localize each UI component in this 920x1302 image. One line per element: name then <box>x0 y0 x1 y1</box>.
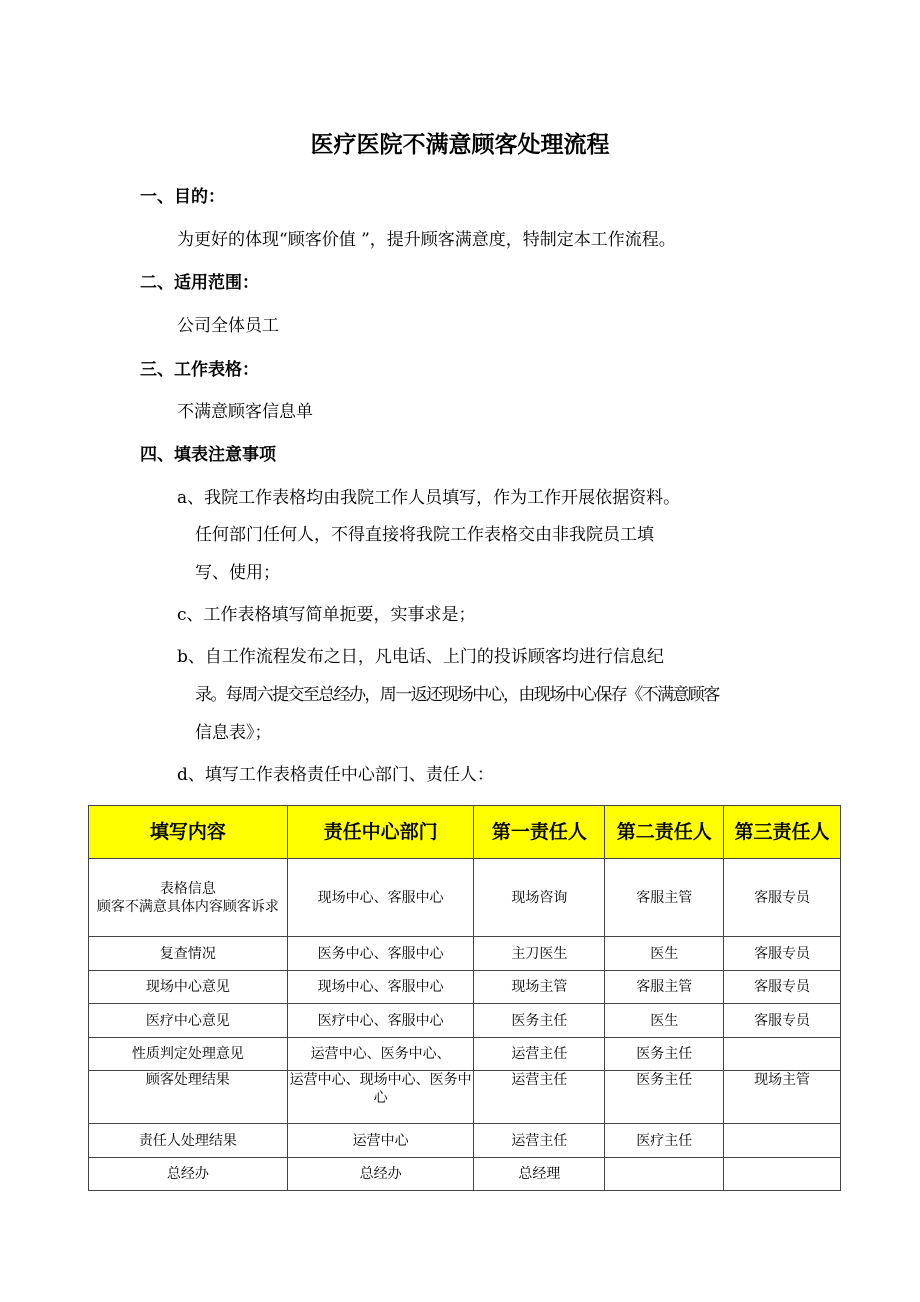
note-line: 任何部门任何人，不得直接将我院工作表格交由非我院员工填 <box>195 525 654 545</box>
column-header: 第三责任人 <box>724 806 841 859</box>
table-cell: 医务主任 <box>605 1071 724 1124</box>
table-cell <box>724 1038 841 1071</box>
section-heading-notes: 四、填表注意事项 <box>140 445 276 465</box>
table-header-row <box>89 806 841 859</box>
section-text: 不满意顾客信息单 <box>177 402 313 422</box>
table-row <box>89 1124 841 1158</box>
table-cell: 运营主任 <box>474 1124 605 1158</box>
page-title: 医疗医院不满意顾客处理流程 <box>310 131 610 158</box>
section-heading-forms: 三、工作表格： <box>140 360 259 380</box>
table-cell: 现场中心、客服中心 <box>287 971 474 1004</box>
table-cell: 医务主任 <box>605 1038 724 1071</box>
note-line: a、我院工作表格均由我院工作人员填写，作为工作开展依据资料。 <box>177 488 681 508</box>
section-text: 公司全体员工 <box>177 316 279 336</box>
table-cell: 责任人处理结果 <box>89 1124 288 1158</box>
table-cell: 现场中心、客服中心 <box>287 859 474 937</box>
table-cell: 客服专员 <box>724 1004 841 1038</box>
table-cell: 总经办 <box>89 1158 288 1191</box>
table-cell: 医疗中心、客服中心 <box>287 1004 474 1038</box>
column-header: 第一责任人 <box>474 806 605 859</box>
section-heading-purpose: 一、目的： <box>140 187 225 207</box>
column-header: 责任中心部门 <box>287 806 474 859</box>
column-header: 填写内容 <box>89 806 288 859</box>
column-header: 第二责任人 <box>605 806 724 859</box>
table-cell: 复查情况 <box>89 937 288 971</box>
table-cell: 运营中心、医务中心、 <box>287 1038 474 1071</box>
table-cell <box>605 1158 724 1191</box>
note-line: d、填写工作表格责任中心部门、责任人： <box>177 765 494 785</box>
table-cell <box>724 1124 841 1158</box>
table-row <box>89 937 841 971</box>
table-cell: 运营主任 <box>474 1038 605 1071</box>
section-text: 为更好的体现“顾客价值 ”，提升顾客满意度，特制定本工作流程。 <box>177 230 676 250</box>
table-cell: 客服专员 <box>724 937 841 971</box>
table-cell <box>724 1158 841 1191</box>
table-row <box>89 971 841 1004</box>
table-row <box>89 1071 841 1124</box>
note-line: 写、使用； <box>195 563 280 583</box>
table-cell: 医务主任 <box>474 1004 605 1038</box>
table-cell: 运营主任 <box>474 1071 605 1124</box>
table-cell: 医疗主任 <box>605 1124 724 1158</box>
note-line: 信息表》； <box>195 723 272 743</box>
table-cell: 顾客处理结果 <box>89 1071 288 1124</box>
table-cell: 性质判定处理意见 <box>89 1038 288 1071</box>
table-cell: 客服主管 <box>605 859 724 937</box>
table-cell: 客服主管 <box>605 971 724 1004</box>
table-cell: 医疗中心意见 <box>89 1004 288 1038</box>
table-row <box>89 1004 841 1038</box>
table-cell: 现场咨询 <box>474 859 605 937</box>
table-cell: 客服专员 <box>724 971 841 1004</box>
note-line: 录。每周六提交至总经办，周一返还现场中心，由现场中心保存《不满意顾客 <box>195 685 719 705</box>
table-row <box>89 1158 841 1191</box>
table-cell: 表格信息 顾客不满意具体内容顾客诉求 <box>89 859 288 937</box>
table-cell: 现场主管 <box>724 1071 841 1124</box>
table-cell: 医生 <box>605 937 724 971</box>
table-cell: 总经办 <box>287 1158 474 1191</box>
table-cell: 总经理 <box>474 1158 605 1191</box>
table-cell: 客服专员 <box>724 859 841 937</box>
responsibility-table <box>88 805 841 1191</box>
table-cell: 医生 <box>605 1004 724 1038</box>
table-row <box>89 1038 841 1071</box>
table-cell: 现场主管 <box>474 971 605 1004</box>
table-cell: 运营中心 <box>287 1124 474 1158</box>
note-line: c、工作表格填写简单扼要，实事求是； <box>177 605 476 625</box>
table-cell: 医务中心、客服中心 <box>287 937 474 971</box>
table-cell: 主刀医生 <box>474 937 605 971</box>
table-cell: 运营中心、现场中心、医务中心 <box>287 1071 474 1124</box>
table-cell: 现场中心意见 <box>89 971 288 1004</box>
note-line: b、自工作流程发布之日，凡电话、上门的投诉顾客均进行信息纪 <box>177 647 664 667</box>
section-heading-scope: 二、适用范围： <box>140 273 259 293</box>
table-row <box>89 859 841 937</box>
